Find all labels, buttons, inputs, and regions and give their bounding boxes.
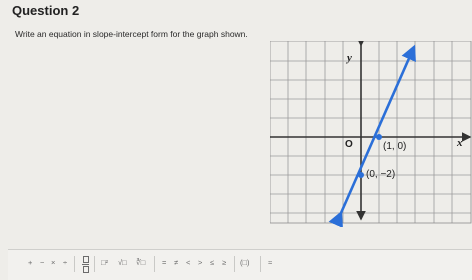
math-input-toolbar (8, 249, 472, 280)
plus-button[interactable]: + (28, 258, 33, 267)
minus-button[interactable]: − (40, 258, 45, 267)
greater-than-button[interactable]: > (198, 258, 203, 267)
fraction-denominator-icon (83, 266, 89, 273)
point-1-0-label: (1, 0) (383, 141, 407, 152)
divide-button[interactable]: ÷ (63, 258, 68, 267)
x-axis-label: x (457, 137, 463, 149)
toolbar-separator (74, 256, 75, 272)
graph-svg (270, 41, 472, 227)
graph-line (341, 47, 414, 213)
greater-equal-button[interactable]: ≥ (222, 258, 227, 267)
exponent-button[interactable]: □² (101, 258, 109, 267)
point-0-neg2 (358, 172, 364, 178)
toolbar-separator (234, 256, 235, 272)
question-title: Question 2 (12, 3, 80, 18)
toolbar-separator (154, 256, 155, 272)
fraction-numerator-icon (83, 256, 89, 263)
fraction-bar-icon (82, 264, 89, 265)
less-equal-button[interactable]: ≤ (210, 258, 215, 267)
less-than-button[interactable]: < (186, 258, 191, 267)
coordinate-graph (270, 41, 472, 227)
question-prompt: Write an equation in slope-intercept form for the graph shown. (15, 29, 248, 39)
y-axis-label: y (347, 52, 352, 64)
sqrt-button[interactable]: √□ (118, 258, 127, 267)
toolbar-separator (260, 256, 261, 272)
graph-grid (270, 41, 471, 223)
parentheses-button[interactable]: (□) (240, 258, 250, 267)
equals-button[interactable]: = (162, 258, 167, 267)
times-button[interactable]: × (51, 258, 56, 267)
not-equal-button[interactable]: ≠ (174, 258, 179, 267)
point-0-neg2-label: (0, −2) (366, 169, 396, 180)
fraction-button[interactable] (82, 256, 89, 273)
toolbar-separator (94, 256, 95, 272)
origin-label: O (345, 139, 353, 150)
point-1-0 (376, 134, 382, 140)
approx-button[interactable]: ≈ (268, 258, 273, 267)
cbrt-button[interactable]: ∛□ (136, 258, 146, 267)
